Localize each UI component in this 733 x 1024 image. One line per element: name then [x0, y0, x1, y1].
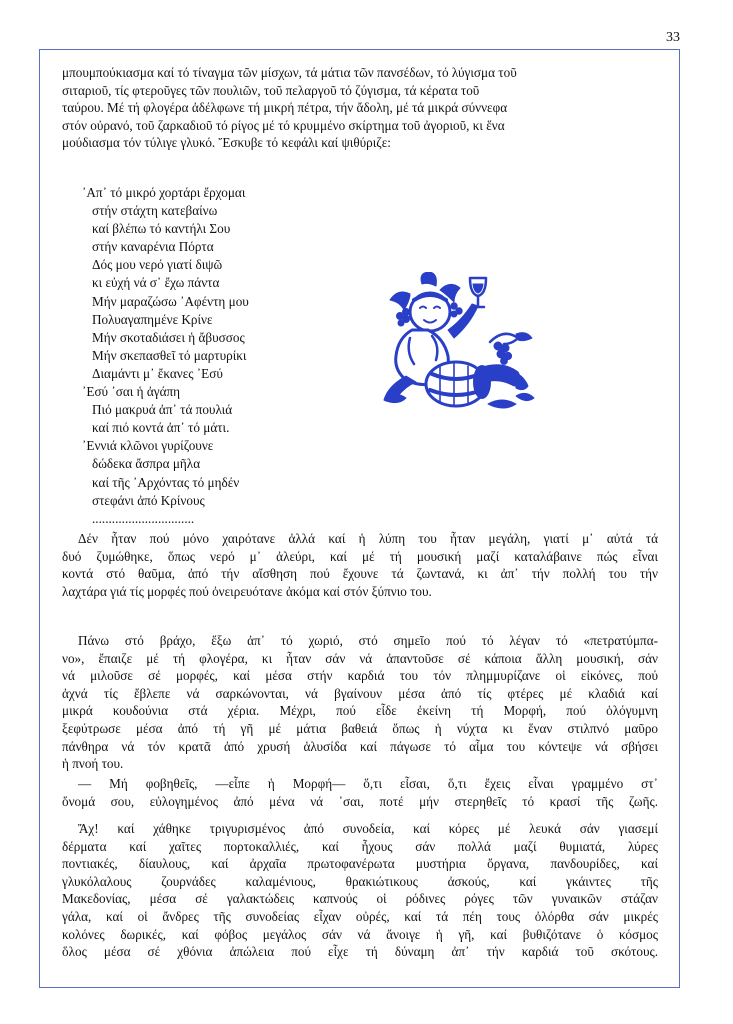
- text-line: λαχτάρα γιά τίς μορφές πού ὀνειρευότανε ἀκόμα καί στόν ξύπνιο του.: [62, 583, 432, 599]
- poem-line: ᾿Απ᾿ τό μικρό χορτάρι ἔρχομαι: [82, 185, 246, 200]
- text-line: ἀχνά τίς ἔβλεπε νά σαρκώνονται, νά βγαίνουν μέσα ἀπό τίς φτέρες μέ κλαδιά καί: [62, 685, 658, 701]
- text-line: Μακεδονίας, μέσα σέ γαλακτώδεις καπνούς οἱ ρόδινες ρόγες τῶν γυναικῶν στάζαν: [62, 891, 658, 907]
- paragraph-1: [62, 64, 658, 152]
- text-line: κολόνες δωρικές, καί φόβος μεγάλος σάν νά ἄνοιγε ἡ γῆ, καί βυθιζότανε ὁ κόσμος: [62, 926, 658, 942]
- bacchus-cherub-on-barrel-icon: [370, 272, 540, 416]
- text-line: ποντιακές, δίαυλους, καί ἀρχαῖα πρωτοφανέρωτα μυστήρια ὄργανα, πανδουρίδες, καί: [62, 856, 658, 872]
- text-line: Πάνω στό βράχο, ἔξω ἀπ᾿ τό χωριό, στό σημεῖο πού τό λέγαν τό «πετρατύμπα-: [78, 633, 658, 648]
- text-line: δέρματα καί χαῖτες πορτοκαλλιές, καί ἦχους σάν πολλά μαζί θυμιατά, λύρες: [62, 838, 658, 854]
- text-line: ὅλος μέσα σέ χθόνια ἀπώλεια πού εἶχε τή δύναμη ἀπ᾿ τήν καρδιά τοῦ σκότους.: [62, 944, 658, 960]
- text-line: πάνθηρα νά τόν κρατᾶ ἀπό χρυσή ἁλυσίδα καί πάγωσε τό αἷμα του κόντεψε νά σβήσει: [62, 738, 658, 754]
- poem-line: καί πιό κοντά ἀπ᾿ τό μάτι.: [92, 420, 230, 436]
- text-line: μικρά κουδούνια στά χέρια. Μέχρι, πού εἶδε ἐκείνη τή Μορφή, πού ὁλόγυμνη: [62, 703, 658, 719]
- text-line: Ἄχ! καί χάθηκε τριγυρισμένος ἀπό συνοδεία, καί κόρες μέ λευκά σάν γιασεμί: [78, 821, 658, 836]
- poem-line: Διαμάντι μ᾿ ἔκανες ᾿Εσύ: [92, 365, 223, 381]
- paragraph-4: [62, 775, 658, 810]
- poem-line: δώδεκα ἄσπρα μῆλα: [92, 456, 201, 472]
- text-line: γάλα, καί οἱ ἄνδρες τῆς συνοδείας εἶχαν οὐρές, καί τά πέη τους ὀλόρθα σάν μικρές: [62, 908, 658, 924]
- text-line: κοντά στό θαῦμα, ἀπό τήν αἴσθηση πού ἔχουνε τά ζωντανά, κι ἀπ᾿ τήν πολλή του τήν: [62, 566, 658, 582]
- poem-line: Πιό μακρυά ἀπ᾿ τά πουλιά: [92, 402, 233, 418]
- poem-line: Δός μου νερό γιατί διψῶ: [92, 257, 223, 273]
- text-line: νά μιλοῦσε σέ μορφές, καί μέσα στήν καρδιά του τόν πλημμυρίζανε οἱ εἰκόνες, πού: [62, 668, 658, 684]
- poem-line: Μήν σκεπασθεῖ τό μαρτυρίκι: [92, 347, 247, 363]
- poem-line: κι εὐχή νά σ᾿ ἔχω πάντα: [92, 275, 220, 291]
- text-line: — Μή φοβηθεῖς, —εἶπε ἡ Μορφή— ὅ,τι εἶσαι, ὅ,τι ἔχεις εἶναι γραμμένο στ᾿: [78, 776, 658, 791]
- poem-line: καί τῆς ᾿Αρχόντας τό μηδέν: [92, 474, 240, 490]
- poem-line: στεφάνι ἀπό Κρίνους: [92, 492, 205, 508]
- text-line: μπουμπούκιασμα καί τό τίναγμα τῶν μίσχων, τά μάτια τῶν πανσέδων, τό λύγισμα τοῦ: [62, 65, 517, 80]
- text-line: γλυκόλαλους ζουρνάδες καλαμένιους, θρακιώτικους ἀσκούς, καί γκάιντες τῆς: [62, 873, 658, 889]
- text-line: νο», ἔπαιζε μέ τή φλογέρα, κι ἦταν σάν νά ἀπαντοῦσε σέ κάποια ἄλλη μουσική, σάν: [62, 650, 658, 666]
- poem-line: στήν στάχτη κατεβαίνω: [92, 203, 218, 219]
- text-line: στόν οὐρανό, τοῦ ζαρκαδιοῦ τό ρίγος μέ τό κρυμμένο σκίρτημα τοῦ ἀγοριοῦ, κι ἕνα: [62, 117, 505, 133]
- poem-ellipsis: ...............................: [92, 510, 195, 526]
- paragraph-5: [62, 820, 658, 961]
- paragraph-3: [62, 632, 658, 773]
- paragraph-2: [62, 530, 658, 600]
- text-line: ἡ πνοή του.: [62, 756, 124, 772]
- text-line: δυό ζυμώθηκε, ὅπως νερό μ᾿ ἀλεύρι, καί μέ τή μουσική μαζί καταλάβαινε πώς εἶναι: [62, 548, 658, 564]
- text-line: ὄνομά σου, εὐλογημένος ἀπό μένα νά ᾿σαι, ποτέ μήν στερηθεῖς τό κρασί τῆς ζωῆς.: [62, 793, 658, 809]
- poem-line: Πολυαγαπημένε Κρίνε: [92, 311, 213, 327]
- poem: [82, 184, 362, 528]
- poem-line: ᾿Εσύ ᾿σαι ἡ ἀγάπη: [82, 384, 181, 400]
- text-line: Δέν ἦταν πού μόνο χαιρότανε ἀλλά καί ἡ λύπη του ἦταν μεγάλη, γιατί μ᾿ αὐτά τά: [78, 531, 658, 546]
- poem-line: στήν καναρένια Πόρτα: [92, 239, 214, 255]
- text-line: μούδιασμα τόν τύλιγε γλυκό. Ἔσκυβε τό κεφάλι καί ψιθύριζε:: [62, 135, 391, 151]
- poem-line: ᾿Εννιά κλῶνοι γυρίζουνε: [82, 438, 214, 454]
- text-line: σιταριοῦ, τίς φτεροῦγες τῶν πουλιῶν, τοῦ πελαργοῦ τό ζύγισμα, τά κέρατα τοῦ: [62, 82, 480, 98]
- poem-line: Μήν μαραζώσω ᾿Αφέντη μου: [92, 293, 249, 309]
- text-line: ταύρου. Μέ τή φλογέρα ἀδέλφωνε τή μικρή πέτρα, τήν ἄδολη, μέ τά μικρά σύννεφα: [62, 100, 508, 116]
- poem-line: καί βλέπω τό καντήλι Σου: [92, 221, 231, 237]
- page-number: 33: [666, 30, 680, 45]
- poem-line: Μήν σκοταδιάσει ἡ ἄβυσσος: [92, 329, 245, 345]
- text-line: ξεφύτρωσε μέσα ἀπό τή γῆ μέ μάτια βαθειά ὅπως ἡ νύχτα κι ἕναν στιλπνό μαῦρο: [62, 720, 658, 736]
